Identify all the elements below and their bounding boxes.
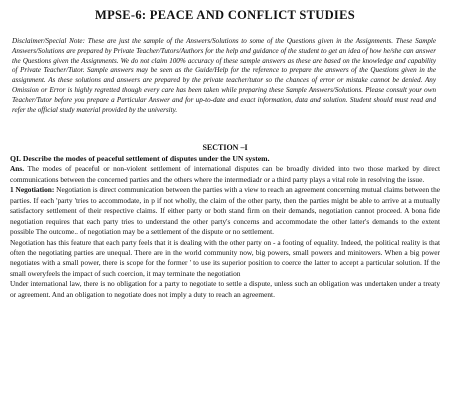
- answer-intro-text: The modes of peaceful or non-violent settlement of international disputes can be broadly divided into two those marked by direct communications between the concerned parties and the others where the intermediadr or a third party plays a vital role in resolving the issue.: [10, 164, 440, 184]
- section-heading: SECTION –I: [202, 143, 248, 153]
- page-title: MPSE-6: PEACE AND CONFLICT STUDIES: [94, 8, 355, 22]
- international-law-paragraph: Under international law, there is no obligation for a party to negotiate to settle a dispute, unless such an obligation was undertaken under a treaty or agreement. And an obligation to negotiate does not imply a duty to reach an agreement.: [10, 279, 440, 299]
- negotiation-equality-paragraph: Negotiation has this feature that each party feels that it is dealing with the other party on - a footing of equality. Indeed, the political reality is that often the negotiating parties are unequal. There are in the world community now, big powers, small powers and minitowers. When a big power negotiates with a small power, there is scope for the former ' to use its superior position to coerce the latter to accept a particular solution. If the small oweryfeels the impact of such coercion, it may terminate the negotiation: [10, 237, 440, 278]
- negotiation-paragraph: [10, 185, 440, 237]
- answer-label: Ans.: [10, 164, 25, 174]
- answer-intro-paragraph: [10, 164, 440, 185]
- question-heading: QI. Describe the modes of peaceful settlement of disputes under the UN system.: [10, 154, 270, 164]
- negotiation-text: Negotiation is direct communication between the parties with a view to reach an agreement concerning mutual claims between the parties. If each 'party 'tries to accommodate, in p if not wholly, the claim of the other party, then the parties might be able to arrive at a mutually satisfactory settlement of their respective claims. If either party or both stand firm on their demands, negotiation cannot proceed. A bona fide negotiation requires that each party tries to understand the other party's concerns and accommodate the other latter's demands to the extent possible The outcome.. of negotiation may be a settlement of the dispute or no settlement.: [10, 185, 441, 237]
- negotiation-label: 1 Negotiation:: [10, 185, 55, 195]
- disclaimer-note: Disclaimer/Special Note: These are just the sample of the Answers/Solutions to some of the Questions given in the Assignments. These Sample Answers/Solutions are prepared by Private Teacher/Tutors/Authors for the help and guidance of the student to get an idea of how he/she can answer the Questions given the Assignments. We do not claim 100% accuracy of these sample answers as these are based on the knowledge and capability of Private Teacher/Tutor. Sample answers may be seen as the Guide/Help for the reference to prepare the answers of the Questions given in the assignment. As these solutions and answers are prepared by the private teacher/tutor so the chances of error or mistake cannot be denied. Any Omission or Error is highly regretted though every care has been taken while preparing these Sample Answers/Solutions. Please consult your own Teacher/Tutor before you prepare a Particular Answer and for up-to-date and exact information, data and solution. Student should must read and refer the official study material provided by the university.: [12, 37, 436, 114]
